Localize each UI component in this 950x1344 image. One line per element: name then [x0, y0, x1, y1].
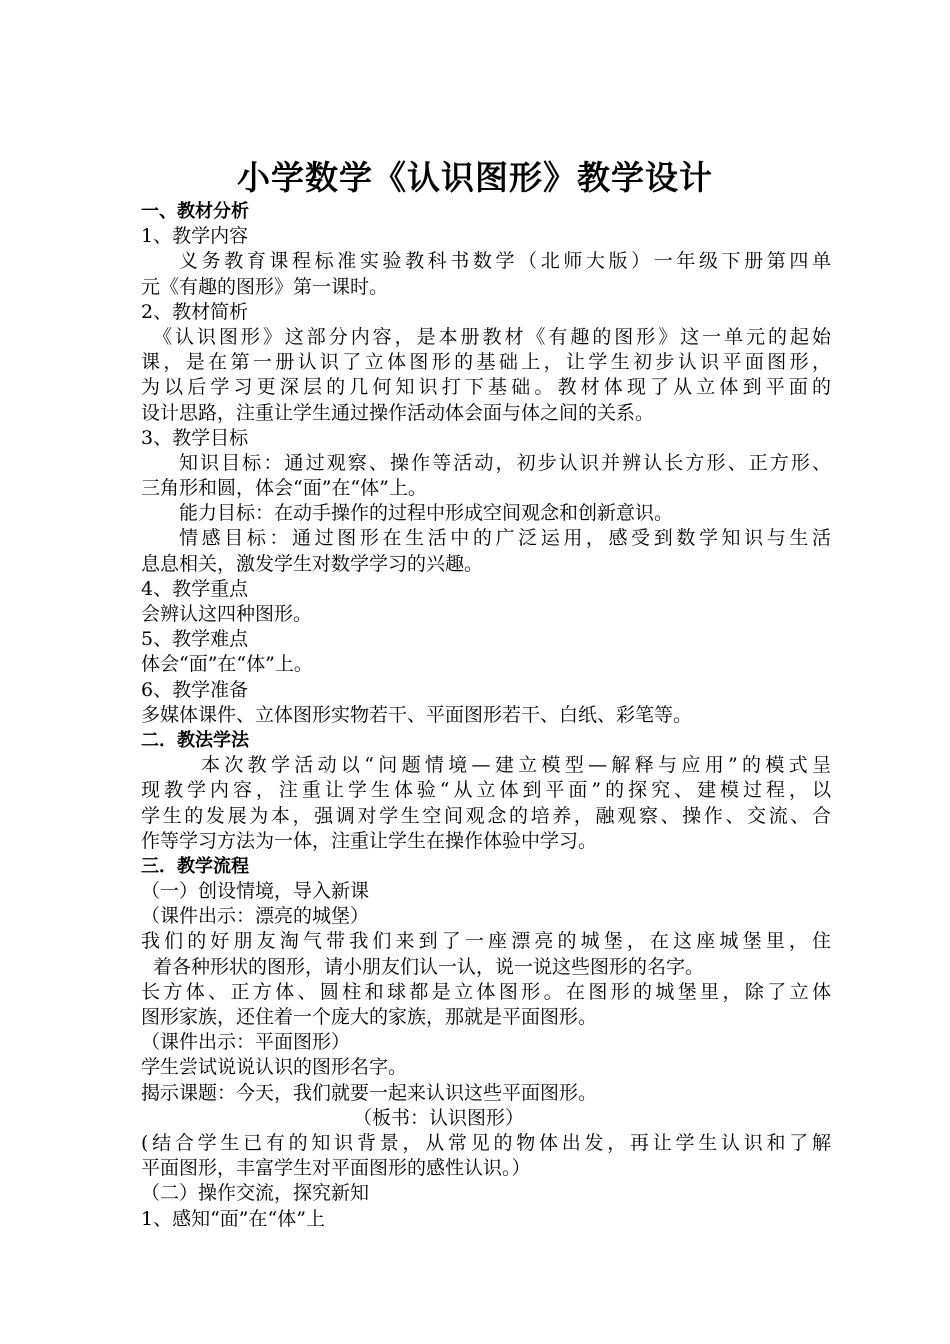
paragraph-line: 情感目标：通过图形在生活中的广泛运用，感受到数学知识与生活 — [179, 527, 831, 550]
paragraph-line: 我们的好朋友淘气带我们来到了一座漂亮的城堡，在这座城堡里，住 — [141, 930, 831, 953]
paragraph-line: 多媒体课件、立体图形实物若干、平面图形若干、白纸、彩笔等。 — [141, 703, 693, 726]
paragraph-line: 元《有趣的图形》第一课时。 — [141, 275, 389, 298]
paragraph-line: 义务教育课程标准实验教科书数学（北师大版）一年级下册第四单 — [179, 250, 831, 273]
paragraph-line: 着各种形状的图形，请小朋友们认一认，说一说这些图形的名字。 — [153, 955, 705, 978]
section-heading: 三．教学流程 — [141, 855, 249, 877]
paragraph-line: 《认识图形》这部分内容，是本册教材《有趣的图形》这一单元的起始 — [153, 325, 831, 348]
paragraph-line: 为以后学习更深层的几何知识打下基础。教材体现了从立体到平面的 — [141, 376, 831, 399]
paragraph-line: （板书：认识图形） — [353, 1106, 525, 1129]
paragraph-line: 揭示课题：今天，我们就要一起来认识这些平面图形。 — [141, 1081, 598, 1104]
paragraph-line: 本次教学活动以“问题情境—建立模型—解释与应用”的模式呈 — [201, 754, 831, 777]
paragraph-line: 学生的发展为本，强调对学生空间观念的培养，融观察、操作、交流、合 — [141, 804, 831, 827]
paragraph-line: 设计思路，注重让学生通过操作活动体会面与体之间的关系。 — [141, 401, 655, 424]
paragraph-line: 体会“面”在“体”上。 — [141, 653, 313, 676]
paragraph-line: 三角形和圆，体会“面”在“体”上。 — [141, 477, 427, 500]
subsection-heading: 1、教学内容 — [141, 225, 249, 248]
paragraph-line: 长方体、正方体、圆柱和球都是立体图形。在图形的城堡里，除了立体 — [141, 980, 831, 1003]
subsection-heading: （二）操作交流，探究新知 — [141, 1182, 370, 1205]
paragraph-line: 知识目标：通过观察、操作等活动，初步认识并辨认长方形、正方形、 — [179, 451, 831, 474]
paragraph-line: 学生尝试说说认识的图形名字。 — [141, 1056, 408, 1079]
subsection-heading: 3、教学目标 — [141, 426, 249, 449]
paragraph-line: (结合学生已有的知识背景，从常见的物体出发，再让学生认识和了解 — [141, 1131, 831, 1154]
subsection-heading: 5、教学难点 — [141, 628, 249, 651]
paragraph-line: 现教学内容，注重让学生体验“从立体到平面”的探究、建模过程，以 — [141, 779, 831, 802]
document-body — [141, 199, 831, 1232]
document-title: 小学数学《认识图形》教学设计 — [237, 158, 713, 197]
subsection-heading: 2、教材简析 — [141, 300, 249, 323]
paragraph-line: 平面图形，丰富学生对平面图形的感性认识。） — [141, 1157, 531, 1180]
section-heading: 二．教法学法 — [141, 729, 249, 751]
paragraph-line: （课件出示：漂亮的城堡） — [141, 905, 370, 928]
paragraph-line: 图形家族，还住着一个庞大的家族，那就是平面图形。 — [141, 1006, 598, 1028]
subsection-heading: 4、教学重点 — [141, 577, 249, 600]
subsection-heading: （一）创设情境，导入新课 — [141, 880, 370, 903]
subsection-heading: 6、教学准备 — [141, 678, 249, 701]
paragraph-line: （课件出示：平面图形） — [141, 1031, 351, 1054]
section-heading: 一、教材分析 — [141, 201, 249, 222]
paragraph-line: 能力目标：在动手操作的过程中形成空间观念和创新意识。 — [179, 502, 674, 525]
paragraph-line: 息息相关，激发学生对数学学习的兴趣。 — [141, 552, 484, 575]
paragraph-line: 作等学习方法为一体，注重让学生在操作体验中学习。 — [141, 829, 598, 852]
paragraph-line: 课，是在第一册认识了立体图形的基础上，让学生初步认识平面图形， — [141, 351, 831, 374]
paragraph-line: 会辨认这四种图形。 — [141, 603, 313, 625]
paragraph-line: 1、感知“面”在“体”上 — [141, 1207, 325, 1230]
